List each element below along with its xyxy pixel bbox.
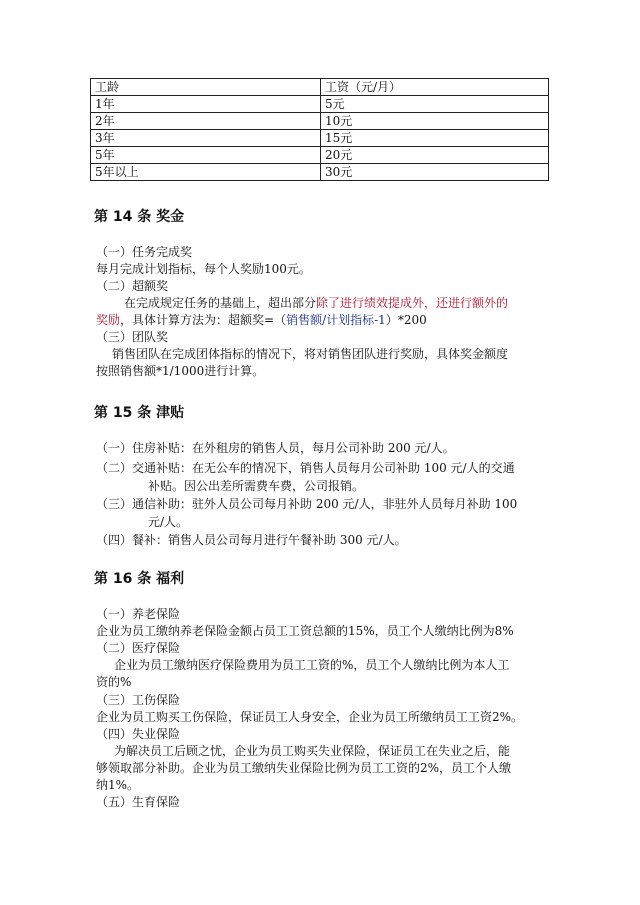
section-body: 元/人。	[148, 515, 189, 529]
table-row	[91, 113, 549, 130]
table-row	[91, 147, 549, 164]
table-cell: 5年以上	[91, 164, 321, 181]
table-header-cell: 工龄	[91, 79, 321, 96]
section-body	[96, 312, 427, 328]
table-row	[91, 164, 549, 181]
section-body: 够领取部分补助。企业为员工缴纳失业保险比例为员工工资的2%，员工个人缴	[96, 761, 512, 775]
section-title: （四）失业保险	[96, 727, 181, 741]
section-body	[124, 295, 508, 311]
article-16-heading: 第 16 条 福利	[94, 571, 185, 587]
section-body: （三）通信补助：驻外人员公司每月补助 200 元/人，非驻外人员每月补助 100	[96, 497, 518, 511]
section-title: （二）超额奖	[96, 279, 169, 293]
table-cell: 5年	[91, 147, 321, 164]
section-body: 按照销售额*1/1000进行计算。	[96, 364, 265, 378]
table-row	[91, 130, 549, 147]
table-cell: 1年	[91, 96, 321, 113]
section-body: 每月完成计划指标，每个人奖励100元。	[96, 262, 311, 276]
table-cell: 20元	[321, 147, 549, 164]
highlighted-text: 除了进行绩效提成外，还进行额外的	[316, 296, 509, 310]
table-cell: 10元	[321, 113, 549, 130]
article-14-heading: 第 14 条 奖金	[94, 209, 185, 225]
table-cell: 30元	[321, 164, 549, 181]
table-header-cell: 工资（元/月）	[321, 79, 549, 96]
table-cell: 3年	[91, 130, 321, 147]
section-body: （四）餐补：销售人员公司每月进行午餐补助 300 元/人。	[96, 533, 407, 547]
plain-text: 在完成规定任务的基础上，超出部分	[124, 296, 317, 310]
section-body: 资的%	[96, 675, 132, 689]
section-title: （二）医疗保险	[96, 641, 181, 655]
formula-text: 销售额/计划指标-1	[286, 313, 386, 327]
section-body: 补贴。因公出差所需费车费，公司报销。	[148, 479, 365, 493]
section-body: 为解决员工后顾之忧，企业为员工购买失业保险，保证员工在失业之后，能	[114, 744, 511, 758]
table-header-row	[91, 79, 549, 96]
table-row	[91, 96, 549, 113]
section-title: （五）生育保险	[96, 795, 181, 809]
section-body: （一）住房补贴：在外租房的销售人员，每月公司补助 200 元/人。	[96, 441, 455, 455]
section-title: （三）团队奖	[96, 330, 169, 344]
salary-table	[90, 78, 549, 181]
section-body: （二）交通补贴：在无公车的情况下，销售人员每月公司补助 100 元/人的交通	[96, 461, 515, 475]
section-body: 企业为员工缴纳医疗保险费用为员工工资的%，员工个人缴纳比例为本人工	[114, 658, 510, 672]
table-cell: 2年	[91, 113, 321, 130]
table-cell: 15元	[321, 130, 549, 147]
highlighted-text: 奖励	[96, 313, 121, 327]
section-title: （一）养老保险	[96, 607, 181, 621]
table-cell: 5元	[321, 96, 549, 113]
article-15-heading: 第 15 条 津贴	[94, 405, 185, 421]
section-body: 销售团队在完成团体指标的情况下，将对销售团队进行奖励，具体奖金额度	[112, 347, 509, 361]
section-body: 企业为员工缴纳养老保险金额占员工工资总额的15%，员工个人缴纳比例为8%	[96, 624, 514, 638]
section-body: 纳1%。	[96, 778, 140, 792]
section-title: （三）工伤保险	[96, 693, 181, 707]
section-title: （一）任务完成奖	[96, 245, 193, 259]
plain-text: ）*200	[385, 313, 427, 327]
plain-text: ，具体计算方法为：超额奖=（	[120, 313, 287, 327]
section-body: 企业为员工购买工伤保险，保证员工人身安全，企业为员工所缴纳员工工资2%。	[96, 710, 524, 724]
